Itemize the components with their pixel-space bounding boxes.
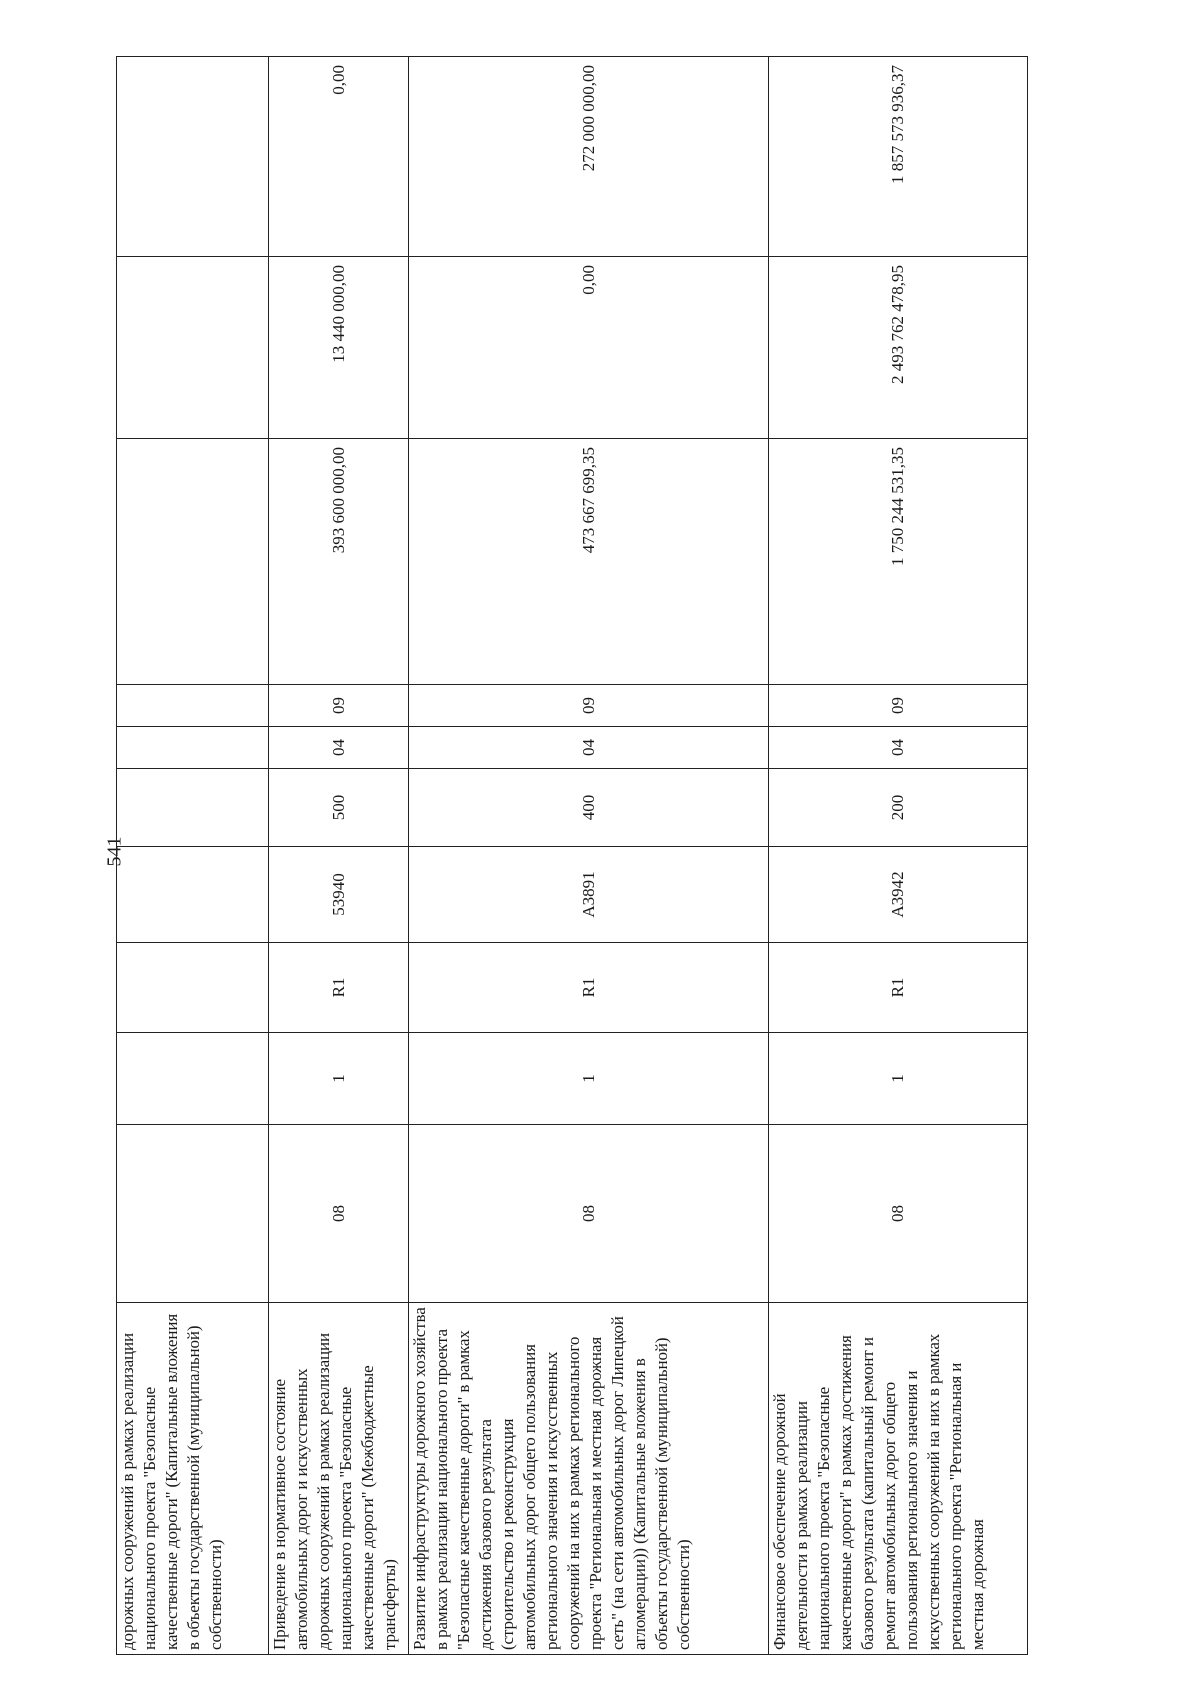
main-activity-code-cell: R1 <box>409 943 769 1033</box>
amount-year-2-cell: 0,00 <box>409 257 769 439</box>
rotated-page-content <box>116 57 1027 1655</box>
page-number: 541 <box>103 836 126 867</box>
table-row <box>117 57 269 1655</box>
section-code-cell: 04 <box>769 727 1028 769</box>
table-row <box>409 57 769 1655</box>
section-code-cell: 04 <box>269 727 409 769</box>
row-name-cell: Приведение в нормативное состояние автомобильных дорог и искусственных дорожных сооружений в рамках реализации национального проекта "Безопасные качественные дороги" (Межбюджетные трансферты) <box>269 1303 409 1655</box>
gp-code-cell: 08 <box>769 1125 1028 1303</box>
subsection-code-cell <box>117 685 269 727</box>
table-row <box>269 57 409 1655</box>
amount-year-2-cell <box>117 257 269 439</box>
gp-code-cell: 08 <box>409 1125 769 1303</box>
amount-year-3-cell <box>117 57 269 257</box>
row-name-cell: Развитие инфраструктуры дорожного хозяйства в рамках реализации национального проекта "Безопасные качественные дороги" в рамках достижения базового результата (строительство и реконструкция автомобильных дорог общего пользования регионального значения и искусственных сооружений на них в рамках регионального проекта "Региональная и местная дорожная сеть" (на сети автомобильных дорог Липецкой агломерации)) (Капитальные вложения в объекты государственной (муниципальной) собственности) <box>409 1303 769 1655</box>
expense-type-cell <box>117 769 269 847</box>
direction-code-cell: 53940 <box>269 847 409 943</box>
row-name-cell: Финансовое обеспечение дорожной деятельности в рамках реализации национального проекта "Безопасные качественные дороги" в рамках достижения базового результата (капитальный ремонт и ремонт автомобильных дорог общего пользования регионального значения и искусственных сооружений на них в рамках регионального проекта "Региональная и местная дорожная <box>769 1303 1028 1655</box>
budget-table <box>116 56 1028 1655</box>
main-activity-code-cell <box>117 943 269 1033</box>
direction-code-cell: А3891 <box>409 847 769 943</box>
expense-type-cell: 400 <box>409 769 769 847</box>
subprogram-code-cell: 1 <box>409 1033 769 1125</box>
direction-code-cell: А3942 <box>769 847 1028 943</box>
expense-type-cell: 500 <box>269 769 409 847</box>
subprogram-code-cell: 1 <box>769 1033 1028 1125</box>
amount-year-2-cell: 2 493 762 478,95 <box>769 257 1028 439</box>
amount-year-3-cell: 272 000 000,00 <box>409 57 769 257</box>
direction-code-cell <box>117 847 269 943</box>
subsection-code-cell: 09 <box>769 685 1028 727</box>
amount-year-1-cell: 393 600 000,00 <box>269 439 409 685</box>
table-row <box>769 57 1028 1655</box>
main-activity-code-cell: R1 <box>769 943 1028 1033</box>
subprogram-code-cell <box>117 1033 269 1125</box>
amount-year-2-cell: 13 440 000,00 <box>269 257 409 439</box>
main-activity-code-cell: R1 <box>269 943 409 1033</box>
amount-year-3-cell: 0,00 <box>269 57 409 257</box>
gp-code-cell <box>117 1125 269 1303</box>
expense-type-cell: 200 <box>769 769 1028 847</box>
subsection-code-cell: 09 <box>269 685 409 727</box>
row-name-cell: дорожных сооружений в рамках реализации национального проекта "Безопасные качественные дороги" (Капитальные вложения в объекты государственной (муниципальной) собственности) <box>117 1303 269 1655</box>
section-code-cell: 04 <box>409 727 769 769</box>
amount-year-1-cell: 1 750 244 531,35 <box>769 439 1028 685</box>
gp-code-cell: 08 <box>269 1125 409 1303</box>
amount-year-1-cell <box>117 439 269 685</box>
amount-year-3-cell: 1 857 573 936,37 <box>769 57 1028 257</box>
section-code-cell <box>117 727 269 769</box>
amount-year-1-cell: 473 667 699,35 <box>409 439 769 685</box>
subsection-code-cell: 09 <box>409 685 769 727</box>
subprogram-code-cell: 1 <box>269 1033 409 1125</box>
